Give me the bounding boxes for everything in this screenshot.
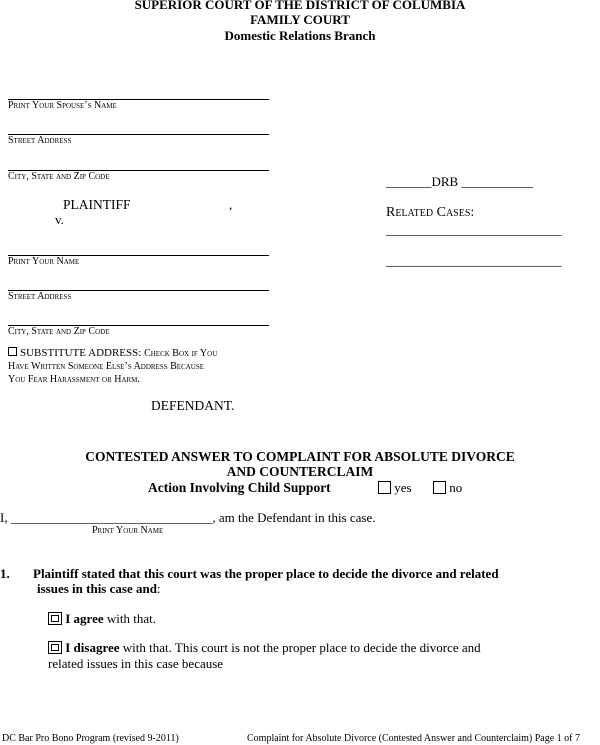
disagree-label: I disagree: [65, 640, 120, 655]
document-title-line1: CONTESTED ANSWER TO COMPLAINT FOR ABSOLUTE DIVORCE: [85, 449, 515, 464]
related-case-line-1[interactable]: ___________________________: [386, 222, 562, 237]
family-court-line: FAMILY COURT: [250, 12, 350, 27]
substitute-address-text3: You Fear Harassment or Harm.: [8, 374, 140, 385]
document-title-line2: AND COUNTERCLAIM: [226, 464, 374, 479]
substitute-address-text2: Have Written Someone Else’s Address Because: [8, 361, 205, 372]
intro-suffix: am the Defendant in this case.: [218, 510, 376, 525]
case-number-suffix: ___________: [461, 174, 533, 189]
child-support-no-label: no: [449, 480, 463, 495]
intro-name-label: Print Your Name: [92, 525, 164, 536]
case-number[interactable]: [386, 174, 533, 190]
defendant-role: DEFENDANT.: [151, 398, 235, 413]
intro-prefix: I,: [0, 510, 8, 525]
defendant-statement: [0, 510, 376, 526]
question1-number: 1.: [0, 566, 10, 581]
question1-text-line2: issues in this case and: [37, 581, 157, 596]
case-type: DRB: [431, 174, 459, 189]
child-support-yes-option[interactable]: [378, 480, 412, 496]
question1-text-line2-wrap: [37, 581, 161, 597]
disagree-line2: related issues in this case because: [48, 656, 224, 671]
child-support-label: Action Involving Child Support: [148, 480, 331, 495]
disagree-option[interactable]: [48, 640, 481, 656]
child-support-no-option[interactable]: [433, 480, 462, 496]
question1-text-line1: Plaintiff stated that this court was the proper place to decide the divorce and related: [33, 566, 499, 581]
related-cases-label: Related Cases:: [386, 205, 475, 220]
footer-left: DC Bar Pro Bono Program (revised 9-2011): [2, 733, 179, 744]
defendant-name-label: Print Your Name: [8, 256, 80, 267]
branch-line: Domestic Relations Branch: [224, 28, 376, 43]
question1-colon: :: [156, 581, 161, 596]
versus-label: v.: [55, 212, 64, 227]
plaintiff-street-label: Street Address: [8, 135, 72, 146]
child-support-yes-checkbox[interactable]: [378, 481, 391, 494]
defendant-street-label: Street Address: [8, 291, 72, 302]
child-support-yes-label: yes: [394, 480, 412, 495]
related-case-line-2[interactable]: ___________________________: [386, 253, 562, 268]
defendant-name-blank[interactable]: _______________________________,: [10, 510, 216, 525]
substitute-address-checkbox[interactable]: [8, 347, 17, 356]
agree-option[interactable]: [48, 611, 156, 627]
plaintiff-comma: ,: [229, 197, 233, 212]
child-support-no-checkbox[interactable]: [433, 481, 446, 494]
court-name-line: SUPERIOR COURT OF THE DISTRICT OF COLUMBIA: [134, 0, 466, 12]
disagree-rest: with that. This court is not the proper place to decide the divorce and: [119, 640, 481, 655]
agree-rest: with that.: [103, 611, 156, 626]
substitute-address-text1: Check Box if You: [144, 348, 218, 359]
agree-label: I agree: [65, 611, 104, 626]
case-number-prefix: _______: [386, 174, 432, 189]
footer-right: Complaint for Absolute Divorce (Contested Answer and Counterclaim) Page 1 of 7: [247, 733, 580, 744]
agree-checkbox[interactable]: [48, 612, 62, 625]
plaintiff-city-label: City, State and Zip Code: [8, 171, 110, 182]
defendant-city-label: City, State and Zip Code: [8, 326, 110, 337]
disagree-checkbox[interactable]: [48, 641, 62, 654]
substitute-address-label: SUBSTITUTE ADDRESS:: [20, 347, 142, 359]
plaintiff-role: PLAINTIFF: [63, 197, 131, 212]
substitute-address-block: [8, 347, 217, 386]
spouse-name-label: Print Your Spouse’s Name: [8, 100, 117, 111]
